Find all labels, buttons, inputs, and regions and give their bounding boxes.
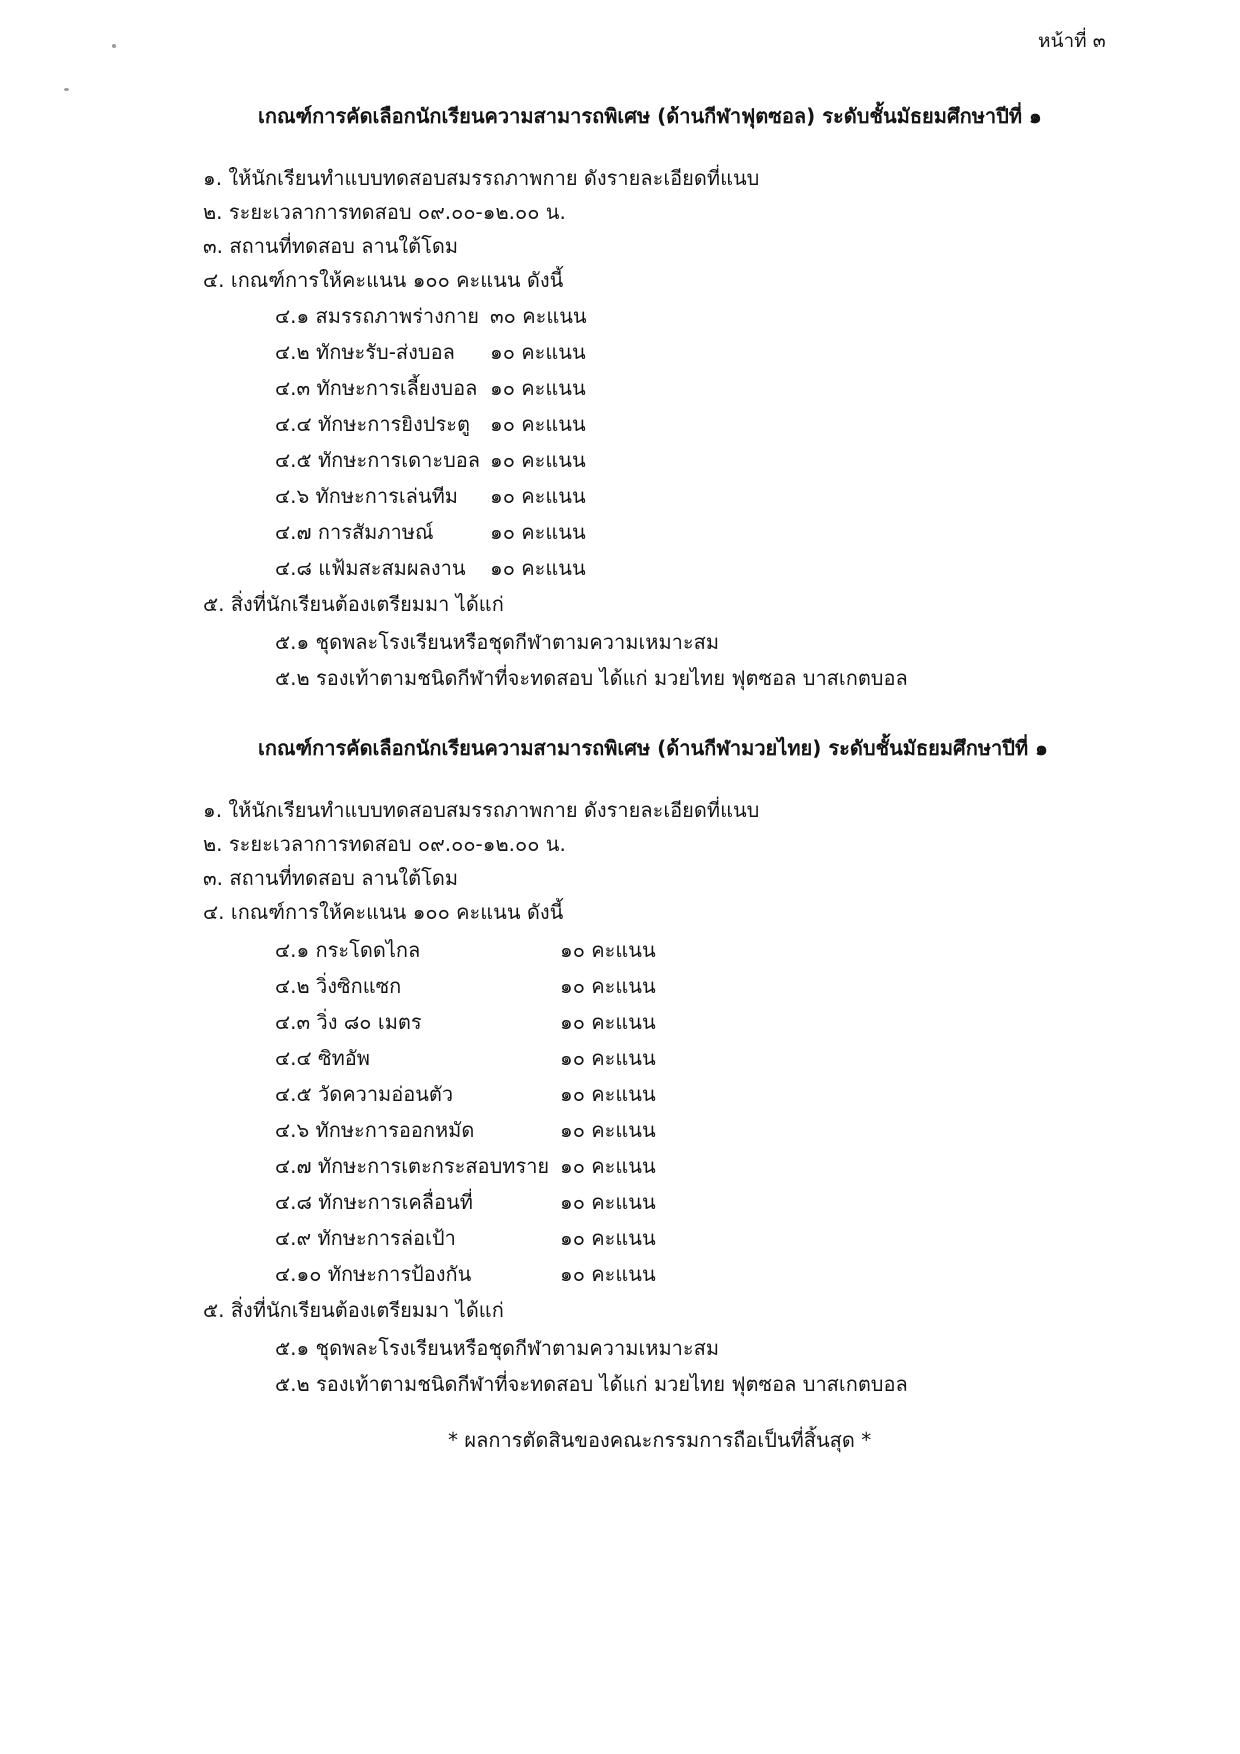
- futsal-item-5: ๕. สิ่งที่นักเรียนต้องเตรียมมา ได้แก่: [203, 592, 504, 616]
- futsal-criterion-label: ๔.๑ สมรรถภาพร่างกาย: [275, 304, 479, 328]
- futsal-criterion-label: ๔.๔ ทักษะการยิงประตู: [275, 412, 470, 436]
- page-number: หน้าที่ ๓: [1038, 30, 1106, 52]
- muaythai-criterion-score: ๑๐ คะแนน: [560, 938, 656, 962]
- muaythai-prep-2: ๕.๒ รองเท้าตามชนิดกีฬาที่จะทดสอบ ได้แก่ มวยไทย ฟุตซอล บาสเกตบอล: [275, 1372, 908, 1396]
- muaythai-criterion-label: ๔.๕ วัดความอ่อนตัว: [275, 1082, 454, 1106]
- muaythai-section-title: เกณฑ์การคัดเลือกนักเรียนความสามารถพิเศษ (ด้านกีฬามวยไทย) ระดับชั้นมัธยมศึกษาปีที่ ๑: [258, 736, 1048, 760]
- muaythai-item-2: ๒. ระยะเวลาการทดสอบ ๐๙.๐๐-๑๒.๐๐ น.: [203, 832, 566, 856]
- muaythai-criterion-score: ๑๐ คะแนน: [560, 1190, 656, 1214]
- futsal-prep-2: ๕.๒ รองเท้าตามชนิดกีฬาที่จะทดสอบ ได้แก่ มวยไทย ฟุตซอล บาสเกตบอล: [275, 666, 908, 690]
- futsal-criterion-score: ๑๐ คะแนน: [490, 484, 586, 508]
- muaythai-criterion-label: ๔.๒ วิ่งซิกแซก: [275, 974, 402, 998]
- muaythai-item-4: ๔. เกณฑ์การให้คะแนน ๑๐๐ คะแนน ดังนี้: [203, 900, 564, 924]
- futsal-criterion-label: ๔.๒ ทักษะรับ-ส่งบอล: [275, 340, 455, 364]
- muaythai-criterion-score: ๑๐ คะแนน: [560, 974, 656, 998]
- futsal-criterion-label: ๔.๖ ทักษะการเล่นทีม: [275, 484, 458, 508]
- futsal-item-2: ๒. ระยะเวลาการทดสอบ ๐๙.๐๐-๑๒.๐๐ น.: [203, 200, 566, 224]
- futsal-criterion-score: ๑๐ คะแนน: [490, 340, 586, 364]
- muaythai-criterion-score: ๑๐ คะแนน: [560, 1118, 656, 1142]
- muaythai-item-3: ๓. สถานที่ทดสอบ ลานใต้โดม: [203, 866, 459, 890]
- muaythai-criterion-label: ๔.๗ ทักษะการเตะกระสอบทราย: [275, 1154, 550, 1178]
- futsal-criterion-score: ๑๐ คะแนน: [490, 412, 586, 436]
- muaythai-criterion-score: ๑๐ คะแนน: [560, 1226, 656, 1250]
- scan-speck: [112, 44, 116, 48]
- futsal-criterion-score: ๑๐ คะแนน: [490, 556, 586, 580]
- futsal-criterion-label: ๔.๓ ทักษะการเลี้ยงบอล: [275, 376, 478, 400]
- muaythai-criterion-label: ๔.๓ วิ่ง ๘๐ เมตร: [275, 1010, 422, 1034]
- futsal-section-title: เกณฑ์การคัดเลือกนักเรียนความสามารถพิเศษ (ด้านกีฬาฟุตซอล) ระดับชั้นมัธยมศึกษาปีที่ ๑: [258, 104, 1042, 128]
- futsal-item-3: ๓. สถานที่ทดสอบ ลานใต้โดม: [203, 234, 459, 258]
- muaythai-criterion-label: ๔.๘ ทักษะการเคลื่อนที่: [275, 1190, 473, 1214]
- futsal-prep-1: ๕.๑ ชุดพละโรงเรียนหรือชุดกีฬาตามความเหมาะสม: [275, 630, 720, 654]
- muaythai-criterion-label: ๔.๙ ทักษะการล่อเป้า: [275, 1226, 456, 1250]
- muaythai-criterion-label: ๔.๑๐ ทักษะการป้องกัน: [275, 1262, 472, 1286]
- futsal-criterion-label: ๔.๗ การสัมภาษณ์: [275, 520, 434, 544]
- muaythai-criterion-label: ๔.๔ ซิทอัพ: [275, 1046, 370, 1070]
- muaythai-criterion-label: ๔.๑ กระโดดไกล: [275, 938, 421, 962]
- futsal-criterion-label: ๔.๘ แฟ้มสะสมผลงาน: [275, 556, 466, 580]
- muaythai-prep-1: ๕.๑ ชุดพละโรงเรียนหรือชุดกีฬาตามความเหมาะสม: [275, 1336, 720, 1360]
- futsal-item-1: ๑. ให้นักเรียนทำแบบทดสอบสมรรถภาพกาย ดังรายละเอียดที่แนบ: [203, 166, 760, 190]
- muaythai-criterion-score: ๑๐ คะแนน: [560, 1154, 656, 1178]
- muaythai-criterion-score: ๑๐ คะแนน: [560, 1082, 656, 1106]
- futsal-criterion-label: ๔.๕ ทักษะการเดาะบอล: [275, 448, 481, 472]
- futsal-criterion-score: ๓๐ คะแนน: [490, 304, 587, 328]
- muaythai-item-1: ๑. ให้นักเรียนทำแบบทดสอบสมรรถภาพกาย ดังรายละเอียดที่แนบ: [203, 798, 760, 822]
- muaythai-criterion-score: ๑๐ คะแนน: [560, 1262, 656, 1286]
- muaythai-criterion-label: ๔.๖ ทักษะการออกหมัด: [275, 1118, 475, 1142]
- muaythai-item-5: ๕. สิ่งที่นักเรียนต้องเตรียมมา ได้แก่: [203, 1298, 504, 1322]
- futsal-criterion-score: ๑๐ คะแนน: [490, 376, 586, 400]
- futsal-criterion-score: ๑๐ คะแนน: [490, 448, 586, 472]
- footer-note: * ผลการตัดสินของคณะกรรมการถือเป็นที่สิ้นสุด *: [448, 1428, 872, 1452]
- futsal-item-4: ๔. เกณฑ์การให้คะแนน ๑๐๐ คะแนน ดังนี้: [203, 268, 564, 292]
- muaythai-criterion-score: ๑๐ คะแนน: [560, 1046, 656, 1070]
- muaythai-criterion-score: ๑๐ คะแนน: [560, 1010, 656, 1034]
- futsal-criterion-score: ๑๐ คะแนน: [490, 520, 586, 544]
- scan-speck: [64, 88, 69, 91]
